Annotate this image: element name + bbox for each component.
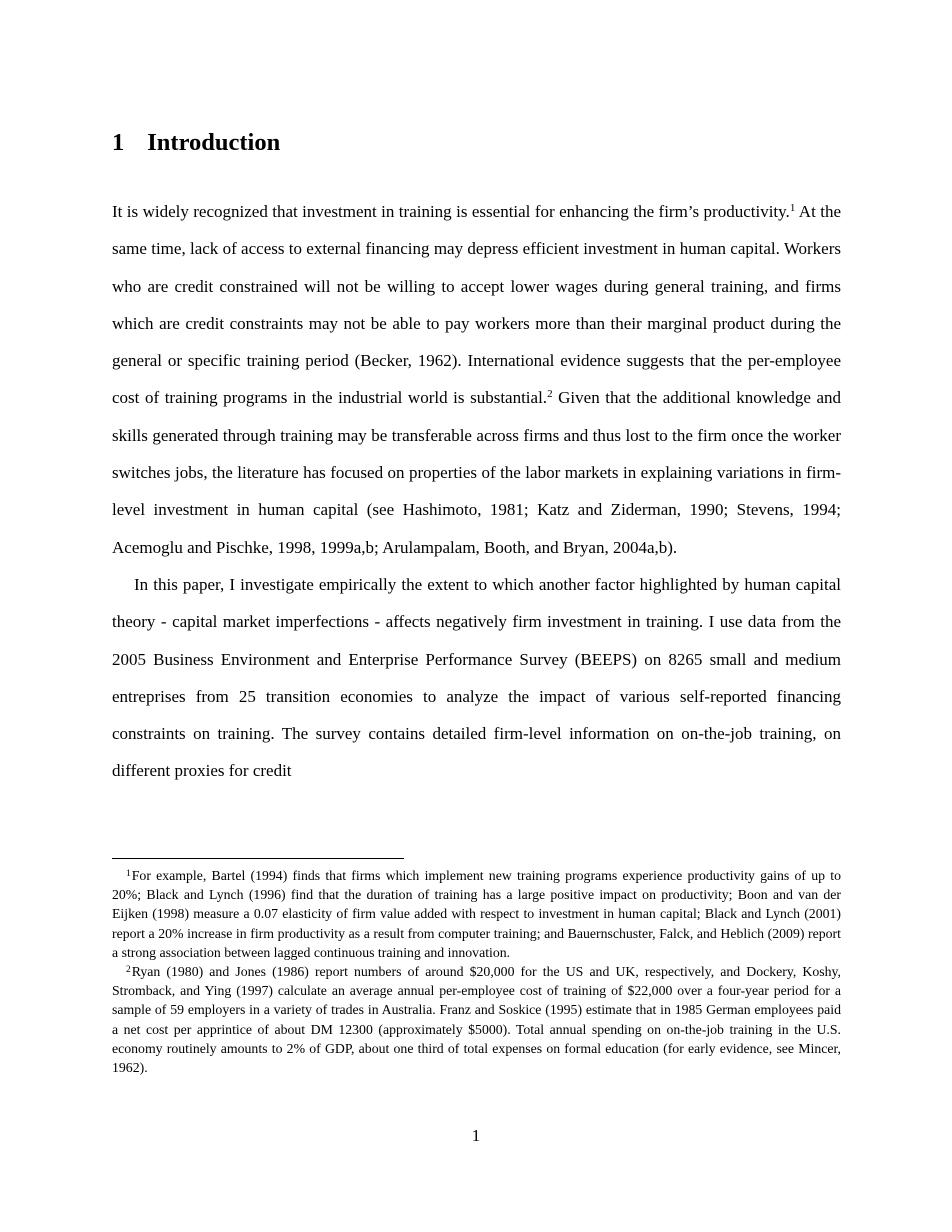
section-title: Introduction xyxy=(147,129,281,156)
footnote-separator-rule xyxy=(112,858,404,859)
footnote-ref-2: 2 xyxy=(547,388,553,401)
paragraph-2 xyxy=(112,566,841,790)
footnote-2 xyxy=(112,962,841,1077)
paragraph-1 xyxy=(112,193,841,566)
section-number: 1 xyxy=(112,129,125,156)
footnote-2-text: Ryan (1980) and Jones (1986) report numbers of around $20,000 for the US and UK, respectively, and Dockery, Koshy, Stromback, and Ying (1997) calculate an average annual per-employee cost of training of $22,000 over a four-year period for a sample of 59 employers in a variety of trades in Australia. Franz and Soskice (1995) estimate that in 1985 German employees paid a net cost per apprintice of about DM 12300 (approximately $5000). Total annual spending on on-the-job training in the U.S. economy routinely amounts to 2% of GDP, about one third of total expenses on formal education (for early evidence, see Mincer, 1962). xyxy=(112,964,841,1076)
section-heading xyxy=(112,128,841,158)
paragraph-2-text: In this paper, I investigate empirically the extent to which another factor highlighted by human capital theory - capital market imperfections - affects negatively firm investment in training. I use data from the 2005 Business Environment and Enterprise Performance Survey (BEEPS) on 8265 small and medium entreprises from 25 transition economies to analyze the impact of various self-reported financing constraints on training. The survey contains detailed firm-level information on on-the-job training, on different proxies for credit xyxy=(112,574,841,781)
footnote-1-text: For example, Bartel (1994) finds that firms which implement new training programs experience productivity gains of up to 20%; Black and Lynch (1996) find that the duration of training has a large positive impact on productivity; Boon and van der Eijken (1998) measure a 0.07 elasticity of firm value added with respect to investment in human capital; Black and Lynch (2001) report a 20% increase in firm productivity as a result from computer training; and Bauernschuster, Falck, and Heblich (2009) report a strong association between lagged continuous training and innovation. xyxy=(112,868,841,960)
footnote-1-marker: 1 xyxy=(126,869,131,879)
footnote-1 xyxy=(112,866,841,962)
paragraph-1-segment-1: It is widely recognized that investment in training is essential for enhancing the firm’s productivity. xyxy=(112,202,790,221)
paragraph-1-segment-2: At the same time, lack of access to external financing may depress efficient investment in human capital. Workers who are credit constrained will not be willing to accept lower wages during general training, and firms which are credit constraints may not be able to pay workers more than their marginal product during the general or specific training period (Becker, 1962). International evidence suggests that the per-employee cost of training programs in the industrial world is substantial. xyxy=(112,202,841,408)
footnote-2-marker: 2 xyxy=(126,965,131,976)
paragraph-1-segment-3: Given that the additional knowledge and skills generated through training may be transferable across firms and thus lost to the firm once the worker switches jobs, the literature has focused on properties of the labor markets in explaining variations in firm-level investment in human capital (see Hashimoto, 1981; Katz and Ziderman, 1990; Stevens, 1994; Acemoglu and Pischke, 1998, 1999a,b; Arulampalam, Booth, and Bryan, 2004a,b). xyxy=(112,388,841,557)
footnote-ref-1: 1 xyxy=(789,202,796,214)
footnote-area xyxy=(112,858,841,1077)
text-column xyxy=(112,128,841,790)
page-number: 1 xyxy=(471,1126,481,1145)
